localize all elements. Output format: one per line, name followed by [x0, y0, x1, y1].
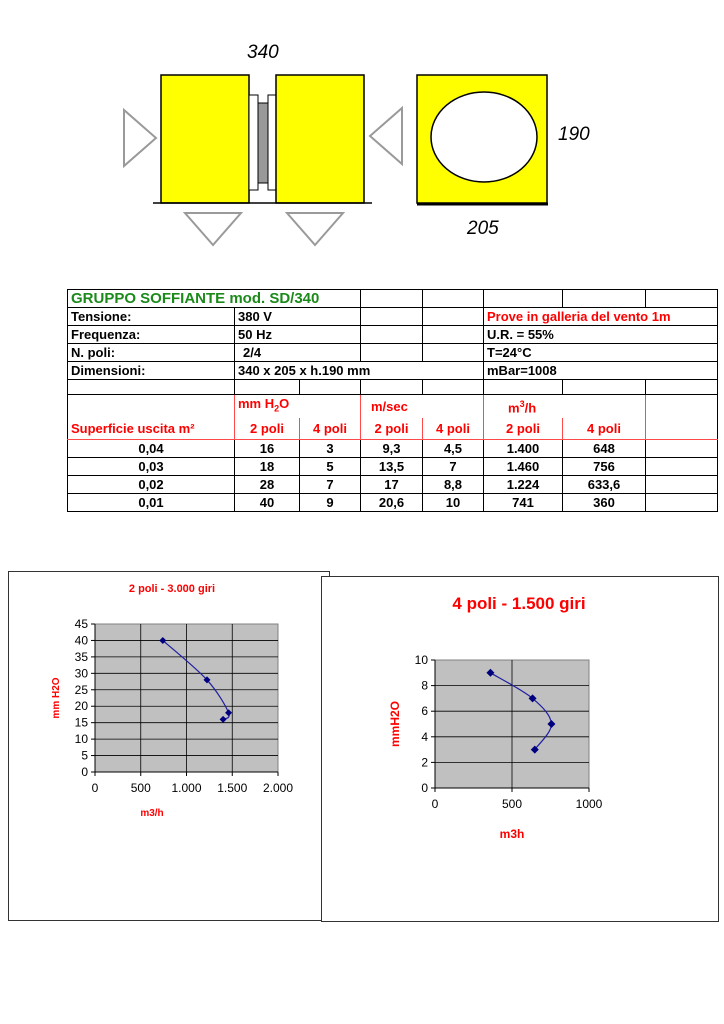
motor-flange-left — [249, 95, 258, 190]
x-tick-label: 1.000 — [171, 781, 202, 795]
spec-note: mBar=1008 — [484, 362, 718, 380]
blower-body-right — [276, 75, 364, 203]
pole-header-row — [68, 418, 718, 440]
y-tick-label: 20 — [74, 699, 88, 714]
x-tick-label: 0 — [431, 797, 439, 811]
y-tick-label: 10 — [74, 732, 88, 747]
width-dimension: 340 — [247, 42, 279, 63]
spec-note: Prove in galleria del vento 1m — [484, 308, 718, 326]
height-dimension: 190 — [558, 124, 590, 145]
drawing-shapes — [0, 0, 724, 260]
y-tick-label: 30 — [74, 666, 88, 681]
chart-title: 2 poli - 3.000 giri — [128, 583, 216, 595]
x-axis-title: m3/h — [140, 808, 164, 819]
spec-note: U.R. = 55% — [484, 326, 718, 344]
spec-value: 50 Hz — [235, 326, 361, 344]
spec-value: 340 x 205 x h.190 mm — [235, 362, 484, 380]
x-axis-title: m3h — [499, 827, 525, 841]
spec-row — [68, 326, 718, 344]
unit-msec: m/sec — [361, 395, 484, 418]
table-title-row — [68, 290, 718, 308]
y-tick-label: 2 — [421, 755, 428, 770]
pole-header: 4 poli — [300, 418, 361, 440]
chart-2-poli — [9, 572, 329, 920]
y-tick-label: 25 — [74, 682, 88, 697]
pole-header: 4 poli — [423, 418, 484, 440]
y-axis-title: mm H2O — [51, 677, 62, 719]
outlet-circle — [431, 92, 537, 182]
x-tick-label: 500 — [130, 781, 151, 795]
y-tick-label: 15 — [74, 715, 88, 730]
chart-panel-2-poli — [8, 571, 330, 921]
unit-header-row — [68, 395, 718, 418]
spacer-row — [68, 380, 718, 395]
pole-header: 2 poli — [484, 418, 563, 440]
motor-core — [258, 103, 268, 183]
y-tick-label: 0 — [421, 781, 428, 795]
depth-dimension: 205 — [467, 218, 499, 239]
chart-panel-4-poli — [321, 576, 719, 922]
chart-title: 4 poli - 1.500 giri — [452, 594, 586, 613]
spec-row — [68, 362, 718, 380]
intake-arrow-right — [370, 108, 402, 164]
pole-header: 2 poli — [361, 418, 423, 440]
y-tick-label: 40 — [74, 633, 88, 648]
spec-table — [67, 289, 718, 512]
y-tick-label: 6 — [421, 704, 428, 719]
pole-header: 2 poli — [235, 418, 300, 440]
spec-label: Tensione: — [68, 308, 235, 326]
y-tick-label: 0 — [81, 765, 88, 779]
chart-4-poli — [322, 577, 718, 921]
intake-arrow-left — [124, 110, 156, 166]
y-axis-title: mmH2O — [388, 700, 402, 748]
y-tick-label: 45 — [74, 617, 88, 631]
surface-header: Superficie uscita m² — [68, 418, 235, 440]
spec-label: Dimensioni: — [68, 362, 235, 380]
table-row: 0,02 28 7 17 8,8 1.224 633,6 — [68, 476, 718, 494]
spec-value: 2/4 — [235, 344, 361, 362]
table-row: 0,04 16 3 9,3 4,5 1.400 648 — [68, 440, 718, 458]
x-tick-label: 500 — [501, 797, 523, 811]
table-title: GRUPPO SOFFIANTE mod. SD/340 — [68, 290, 361, 308]
spec-label: Frequenza: — [68, 326, 235, 344]
spec-row — [68, 344, 718, 362]
spec-note: T=24°C — [484, 344, 718, 362]
pole-header: 4 poli — [563, 418, 646, 440]
table-row: 0,01 40 9 20,6 10 741 360 — [68, 494, 718, 512]
motor-flange-right — [268, 95, 276, 190]
x-tick-label: 0 — [91, 781, 99, 795]
x-tick-label: 2.000 — [262, 781, 294, 795]
y-tick-label: 5 — [81, 748, 88, 763]
unit-mmh2o: mm $H_2O$ — [235, 395, 361, 418]
spec-label: N. poli: — [68, 344, 235, 362]
y-tick-label: 10 — [414, 653, 428, 667]
y-tick-label: 35 — [74, 649, 88, 664]
x-tick-label: 1000 — [575, 797, 603, 811]
outlet-arrow-right — [287, 213, 343, 245]
spec-value: 380 V — [235, 308, 361, 326]
y-tick-label: 8 — [421, 678, 428, 693]
y-tick-label: 4 — [421, 729, 428, 744]
table-row: 0,03 18 5 13,5 7 1.460 756 — [68, 458, 718, 476]
blower-body-left — [161, 75, 249, 203]
x-tick-label: 1.500 — [217, 781, 248, 795]
spec-row — [68, 308, 718, 326]
unit-m3h: $m^3/h$ — [484, 395, 646, 418]
outlet-arrow-left — [185, 213, 241, 245]
